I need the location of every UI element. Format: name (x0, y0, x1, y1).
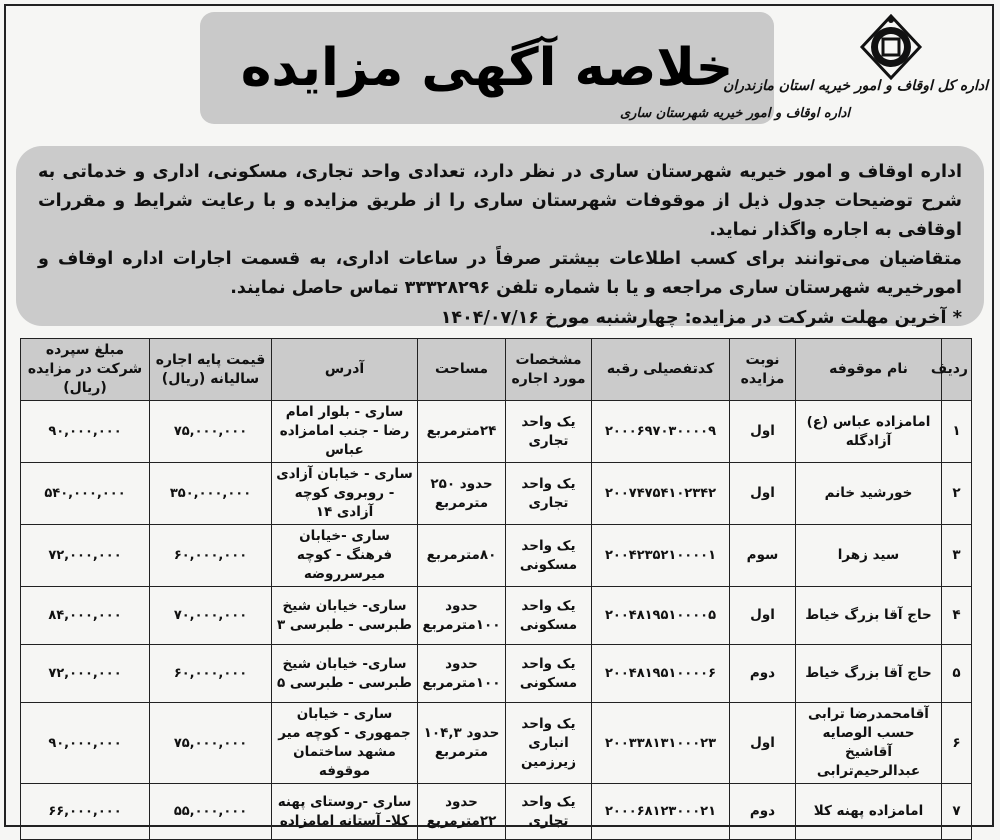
deadline-label: آخرین مهلت شرکت در مزایده: (684, 308, 947, 328)
deadline-line (38, 303, 962, 333)
cell-base-price: ۵۵,۰۰۰,۰۰۰ (150, 784, 272, 840)
cell-row: ۳ (942, 525, 972, 587)
cell-deposit: ۹۰,۰۰۰,۰۰۰ (21, 401, 150, 463)
header-area: مساحت (418, 339, 506, 401)
cell-area: حدود ۱۰۴,۳ مترمربع (418, 703, 506, 784)
cell-spec: یک واحد تجاری (506, 463, 592, 525)
cell-row: ۲ (942, 463, 972, 525)
cell-spec: یک واحد تجاری (506, 784, 592, 840)
cell-code: ۲۰۰۴۲۳۵۲۱۰۰۰۰۱ (592, 525, 730, 587)
header-name: نام موقوفه (796, 339, 942, 401)
intro-paragraph-2: متقاضیان می‌توانند برای کسب اطلاعات بیشتر صرفاً در ساعات اداری، به قسمت اجارات اداره اوقاف و امورخیریه شهرستان ساری مراجعه و یا با شماره تلفن ۳۳۳۲۸۲۹۶ تماس حاصل نمایند. (38, 249, 962, 298)
header-spec: مشخصات مورد اجاره (506, 339, 592, 401)
cell-name: سید زهرا (796, 525, 942, 587)
cell-code: ۲۰۰۰۶۸۱۲۳۰۰۰۲۱ (592, 784, 730, 840)
org-name-city: اداره اوقاف و امور خیریه شهرستان ساری (619, 106, 850, 121)
intro-box (16, 146, 984, 326)
table-row (21, 645, 972, 703)
cell-address: ساری- خیابان شیخ طبرسی - طبرسی ۵ (272, 645, 418, 703)
cell-spec: یک واحد مسکونی (506, 645, 592, 703)
table-row (21, 703, 972, 784)
cell-name: حاج آقا بزرگ خیاط (796, 645, 942, 703)
cell-row: ۵ (942, 645, 972, 703)
cell-area: حدود ۲۲مترمربع (418, 784, 506, 840)
page-title: خلاصه آگهی مزایده (240, 38, 734, 98)
header-code: کدتفصیلی رقبه (592, 339, 730, 401)
cell-base-price: ۷۵,۰۰۰,۰۰۰ (150, 401, 272, 463)
cell-address: ساری - بلوار امام رضا - جنب امامزاده عباس (272, 401, 418, 463)
cell-round: دوم (730, 645, 796, 703)
table-row (21, 784, 972, 840)
cell-name: آقامحمدرضا ترابی حسب الوصایه آقاشیخ عبدالرحیم‌ترابی (796, 703, 942, 784)
cell-row: ۱ (942, 401, 972, 463)
cell-base-price: ۷۰,۰۰۰,۰۰۰ (150, 587, 272, 645)
auction-table (20, 338, 972, 840)
cell-base-price: ۶۰,۰۰۰,۰۰۰ (150, 645, 272, 703)
cell-code: ۲۰۰۷۴۷۵۴۱۰۲۳۴۲ (592, 463, 730, 525)
cell-round: اول (730, 401, 796, 463)
cell-deposit: ۸۴,۰۰۰,۰۰۰ (21, 587, 150, 645)
table-header-row (21, 339, 972, 401)
cell-base-price: ۳۵۰,۰۰۰,۰۰۰ (150, 463, 272, 525)
org-name-province: اداره کل اوقاف و امور خیریه استان مازندران (723, 78, 988, 94)
header-base-price: قیمت پایه اجاره سالیانه (ریال) (150, 339, 272, 401)
cell-address: ساری -خیابان فرهنگ - کوچه میرسرروضه (272, 525, 418, 587)
cell-address: ساری - خیابان آزادی - روبروی کوچه آزادی ۱۴ (272, 463, 418, 525)
header-deposit: مبلغ سپرده شرکت در مزایده (ریال) (21, 339, 150, 401)
cell-spec: یک واحد تجاری (506, 401, 592, 463)
cell-area: ۲۴مترمربع (418, 401, 506, 463)
table-row (21, 401, 972, 463)
table-row (21, 587, 972, 645)
cell-name: حاج آقا بزرگ خیاط (796, 587, 942, 645)
cell-deposit: ۹۰,۰۰۰,۰۰۰ (21, 703, 150, 784)
cell-base-price: ۷۵,۰۰۰,۰۰۰ (150, 703, 272, 784)
cell-deposit: ۷۲,۰۰۰,۰۰۰ (21, 645, 150, 703)
header (0, 0, 1000, 140)
cell-round: اول (730, 587, 796, 645)
cell-name: خورشید خانم (796, 463, 942, 525)
header-row-number: ردیف (942, 339, 972, 401)
cell-round: سوم (730, 525, 796, 587)
table-row (21, 525, 972, 587)
awqaf-logo-icon (858, 14, 924, 80)
cell-area: حدود ۱۰۰مترمربع (418, 645, 506, 703)
cell-round: دوم (730, 784, 796, 840)
cell-base-price: ۶۰,۰۰۰,۰۰۰ (150, 525, 272, 587)
cell-round: اول (730, 463, 796, 525)
intro-paragraph-1: اداره اوقاف و امور خیریه شهرستان ساری در نظر دارد، تعدادی واحد تجاری، مسکونی، اداری و خدماتی به شرح توضیحات جدول ذیل از موقوفات شهرستان ساری را از طریق مزایده و با رعایت شرایط و مقررات اوقافی به اجاره واگذار نماید. (38, 162, 962, 240)
cell-spec: یک واحد انباری زیرزمین (506, 703, 592, 784)
cell-address: ساری - خیابان جمهوری - کوچه میر مشهد ساختمان موقوفه (272, 703, 418, 784)
cell-deposit: ۵۴۰,۰۰۰,۰۰۰ (21, 463, 150, 525)
cell-code: ۲۰۰۳۳۸۱۳۱۰۰۰۲۳ (592, 703, 730, 784)
cell-deposit: ۷۲,۰۰۰,۰۰۰ (21, 525, 150, 587)
cell-deposit: ۶۶,۰۰۰,۰۰۰ (21, 784, 150, 840)
cell-area: حدود ۲۵۰ مترمربع (418, 463, 506, 525)
cell-row: ۷ (942, 784, 972, 840)
cell-address: ساری -روستای پهنه کلا- آستانه امامزاده (272, 784, 418, 840)
cell-code: ۲۰۰۰۶۹۷۰۳۰۰۰۰۹ (592, 401, 730, 463)
cell-row: ۶ (942, 703, 972, 784)
cell-code: ۲۰۰۴۸۱۹۵۱۰۰۰۰۵ (592, 587, 730, 645)
cell-code: ۲۰۰۴۸۱۹۵۱۰۰۰۰۶ (592, 645, 730, 703)
header-round: نوبت مزایده (730, 339, 796, 401)
table-row (21, 463, 972, 525)
cell-name: امامزاده پهنه کلا (796, 784, 942, 840)
cell-spec: یک واحد مسکونی (506, 587, 592, 645)
header-address: آدرس (272, 339, 418, 401)
cell-spec: یک واحد مسکونی (506, 525, 592, 587)
cell-row: ۴ (942, 587, 972, 645)
cell-area: حدود ۱۰۰مترمربع (418, 587, 506, 645)
cell-address: ساری- خیابان شیخ طبرسی - طبرسی ۳ (272, 587, 418, 645)
cell-name: امامزاده عباس (ع) آزادگله (796, 401, 942, 463)
cell-round: اول (730, 703, 796, 784)
deadline-value: چهارشنبه مورخ ۱۴۰۴/۰۷/۱۶ (440, 308, 679, 328)
cell-area: ۸۰مترمربع (418, 525, 506, 587)
star-icon: * (952, 307, 962, 328)
